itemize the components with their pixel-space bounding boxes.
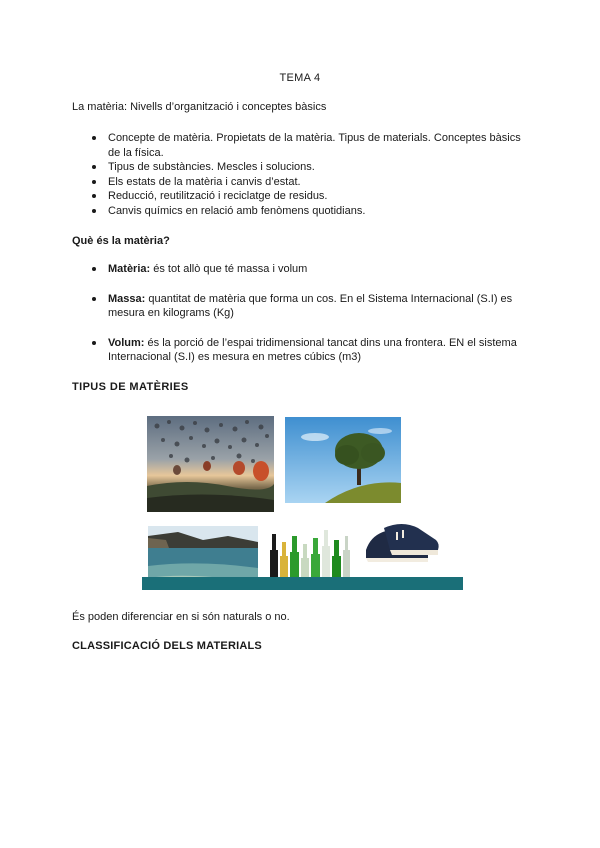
section-heading-que-es: Què és la matèria?: [72, 235, 170, 247]
tree-on-hill-photo: [285, 417, 401, 503]
natural-or-not-sentence: És poden diferenciar en si són naturals o no.: [72, 611, 290, 623]
list-item: Concepte de matèria. Propietats de la matèria. Tipus de materials. Conceptes bàsics de la física.: [92, 131, 532, 160]
definition-term: Volum:: [108, 336, 145, 349]
bullet-icon: [92, 136, 96, 140]
sea-cove-overlay: [148, 526, 258, 577]
bullet-icon: [92, 180, 96, 184]
list-item: Els estats de la matèria i canvis d’estat.: [92, 175, 532, 190]
topics-list: [92, 131, 532, 219]
decorative-band: [142, 577, 463, 590]
bullet-icon: [92, 297, 96, 301]
definition-term: Matèria:: [108, 263, 151, 275]
sneakers-photo: [362, 514, 442, 566]
definitions-list: [92, 262, 532, 380]
bullet-icon: [92, 209, 96, 213]
section-heading-classificacio: CLASSIFICACIÓ DELS MATERIALS: [72, 640, 262, 652]
definition-text: quantitat de matèria que forma un cos. En el Sistema Internacional (S.I) es mesura en kilograms (Kg): [108, 292, 513, 320]
list-item: Tipus de substàncies. Mescles i solucions.: [92, 160, 532, 175]
bullet-icon: [92, 165, 96, 169]
hot-air-balloons-photo: [147, 416, 274, 512]
definition-item: [92, 336, 532, 365]
section-heading-tipus: TIPUS DE MATÈRIES: [72, 381, 189, 393]
list-item: Reducció, reutilització i reciclatge de residus.: [92, 189, 532, 204]
definition-text: és la porció de l’espai tridimensional tancat dins una frontera. EN el sistema Internacional (S.I) es mesura en metres cúbics (m3): [108, 336, 517, 364]
definition-item: [92, 262, 532, 277]
bullet-icon: [92, 341, 96, 345]
definition-term: Massa:: [108, 292, 146, 305]
list-item: Canvis químics en relació amb fenòmens quotidians.: [92, 204, 532, 219]
definition-item: [92, 292, 532, 321]
definition-text: és tot allò que té massa i volum: [150, 263, 308, 275]
bullet-icon: [92, 194, 96, 198]
page-title: TEMA 4: [279, 72, 321, 84]
intro-line: La matèria: Nivells d’organització i conceptes bàsics: [72, 101, 327, 113]
bullet-icon: [92, 267, 96, 271]
